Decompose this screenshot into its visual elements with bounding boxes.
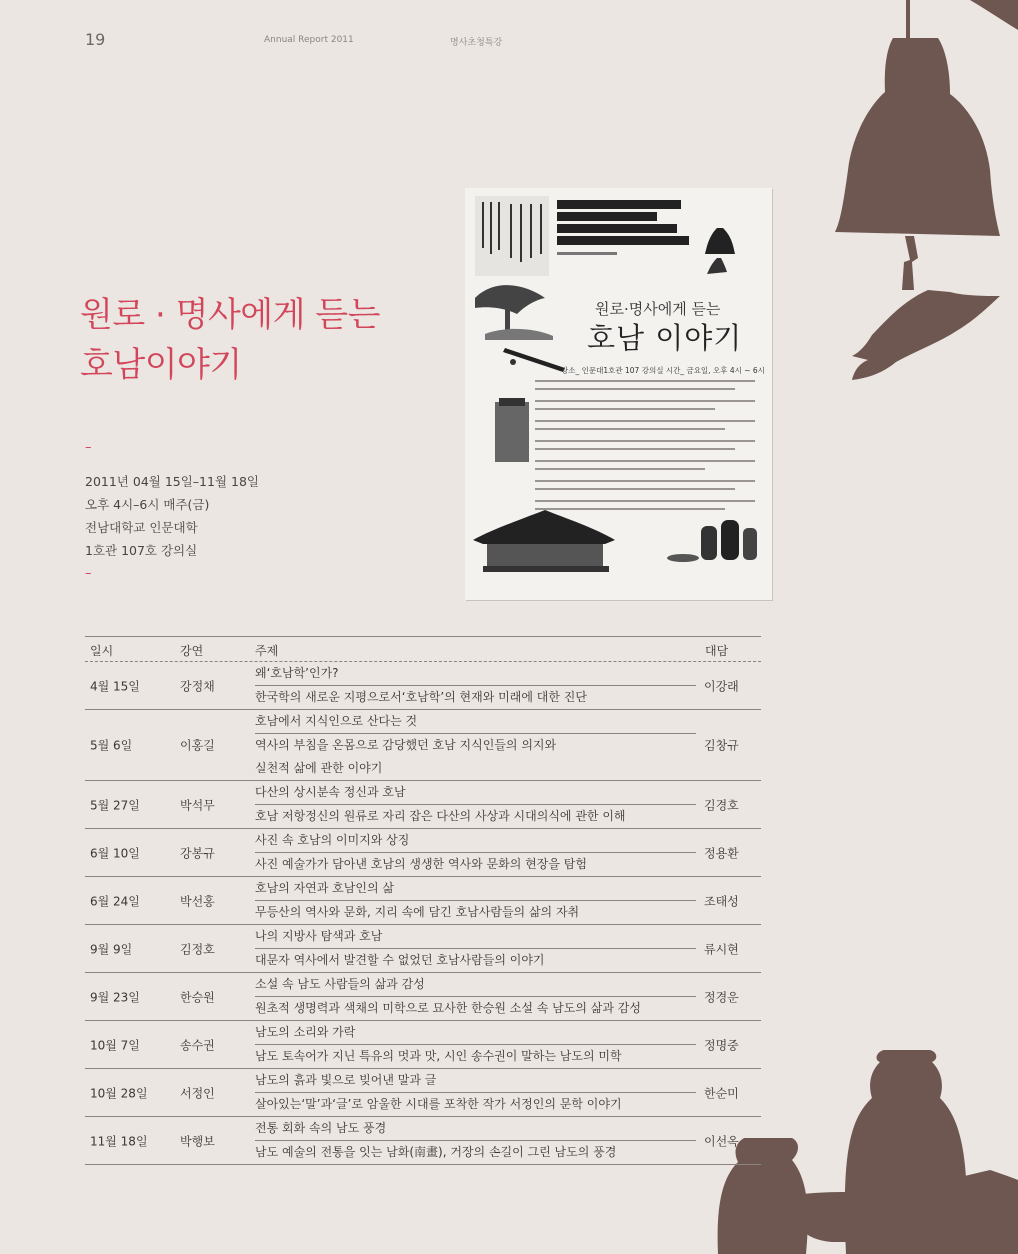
topic-detail: 한국학의 새로운 지평으로서‘호남학’의 현재와 미래에 대한 진단 — [255, 690, 587, 704]
row-host: 정경운 — [704, 990, 739, 1004]
row-topic — [255, 877, 696, 924]
row-lecturer: 강봉규 — [180, 846, 215, 860]
row-host: 김창규 — [704, 738, 739, 753]
header-topic: 주제 — [255, 644, 279, 658]
topic-main: 나의 지방사 탐색과 호남 — [255, 925, 696, 949]
table-row — [85, 781, 761, 829]
running-title: Annual Report 2011 — [264, 35, 354, 45]
row-topic — [255, 781, 696, 828]
table-row — [85, 1021, 761, 1069]
row-date: 5월 27일 — [90, 798, 140, 812]
row-lecturer: 송수권 — [180, 1038, 215, 1052]
row-lecturer: 박행보 — [180, 1134, 215, 1148]
event-venue: 전남대학교 인문대학 — [85, 520, 198, 535]
row-date: 10월 28일 — [90, 1086, 148, 1100]
topic-main: 남도의 소리와 가락 — [255, 1021, 696, 1045]
topic-detail: 호남 저항정신의 원류로 자리 잡은 다산의 사상과 시대의식에 관한 이해 — [255, 809, 626, 823]
section-title: 명사초청특강 — [450, 38, 503, 48]
topic-detail: 실천적 삶에 관한 이야기 — [255, 761, 383, 775]
topic-main: 전통 회화 속의 남도 풍경 — [255, 1117, 696, 1141]
row-host: 류시현 — [704, 942, 739, 956]
row-topic — [255, 973, 696, 1020]
table-row — [85, 1069, 761, 1117]
poster-title-large: 호남 이야기 — [587, 321, 743, 355]
dash-top: – — [85, 440, 92, 455]
table-header — [85, 636, 761, 662]
corner-shape — [970, 0, 1018, 30]
table-row — [85, 662, 761, 710]
bell-cord — [906, 0, 910, 38]
topic-main: 호남의 자연과 호남인의 삶 — [255, 877, 696, 901]
topic-detail: 살아있는‘말’과‘글’로 암울한 시대를 포착한 작가 서정인의 문학 이야기 — [255, 1097, 622, 1111]
topic-main: 소설 속 남도 사람들의 삶과 감성 — [255, 973, 696, 997]
table-row — [85, 877, 761, 925]
topic-detail: 남도 예술의 전통을 잇는 남화(南畫), 거장의 손길이 그린 남도의 풍경 — [255, 1145, 617, 1159]
table-body — [85, 662, 761, 1165]
row-host: 이선옥 — [704, 1134, 739, 1148]
header-date: 일시 — [90, 644, 114, 658]
page-number: 19 — [85, 30, 106, 49]
event-time: 오후 4시–6시 매주(금) — [85, 497, 210, 512]
row-topic — [255, 710, 696, 780]
topic-detail: 사진 예술가가 담아낸 호남의 생생한 역사와 문화의 현장을 탐험 — [255, 857, 587, 871]
dash-bottom: – — [85, 566, 92, 581]
bell-clapper — [902, 236, 918, 290]
topic-detail: 대문자 역사에서 발견할 수 없었던 호남사람들의 이야기 — [255, 953, 545, 967]
row-date: 4월 15일 — [90, 679, 140, 693]
title-line-1: 원로 · 명사에게 듣는 — [80, 295, 380, 335]
row-date: 9월 9일 — [90, 942, 133, 956]
poster-art — [465, 188, 772, 600]
topic-main: 왜‘호남학’인가? — [255, 662, 696, 686]
row-lecturer: 박석무 — [180, 798, 215, 812]
row-lecturer: 서정인 — [180, 1086, 215, 1100]
row-host: 정용환 — [704, 846, 739, 860]
table-row — [85, 710, 761, 781]
event-poster — [465, 188, 772, 600]
event-room: 1호관 107호 강의실 — [85, 543, 198, 558]
poster-info-line: 장소_ 인문대1호관 107 강의실 시간_ 금요일, 오후 4시 ~ 6시 — [561, 366, 765, 375]
row-date: 11월 18일 — [90, 1134, 148, 1148]
row-date: 10월 7일 — [90, 1038, 140, 1052]
row-topic — [255, 829, 696, 876]
topic-main: 사진 속 호남의 이미지와 상징 — [255, 829, 696, 853]
event-dates: 2011년 04월 15일–11월 18일 — [85, 474, 259, 489]
row-topic — [255, 1117, 696, 1164]
topic-main: 남도의 흙과 빛으로 빚어낸 말과 글 — [255, 1069, 696, 1093]
row-host: 한순미 — [704, 1086, 739, 1100]
bell-icon — [835, 38, 1000, 236]
row-lecturer: 박선홍 — [180, 894, 215, 908]
bowl-rim — [790, 1192, 898, 1204]
row-host: 조태성 — [704, 894, 739, 908]
row-host: 이강래 — [704, 679, 739, 693]
table-row — [85, 973, 761, 1021]
header-lecturer: 강연 — [180, 644, 204, 658]
row-topic — [255, 1021, 696, 1068]
row-host: 김경호 — [704, 798, 739, 812]
row-topic — [255, 1069, 696, 1116]
topic-detail: 원초적 생명력과 색채의 미학으로 묘사한 한승원 소설 속 남도의 삶과 감성 — [255, 1001, 641, 1015]
row-lecturer: 한승원 — [180, 990, 215, 1004]
row-lecturer: 강정채 — [180, 679, 215, 693]
table-row — [85, 925, 761, 973]
topic-detail: 역사의 부침을 온몸으로 감당했던 호남 지식인들의 의지와 — [255, 738, 557, 752]
fish-icon — [852, 290, 1000, 380]
row-lecturer: 이홍길 — [180, 738, 215, 753]
row-topic — [255, 662, 696, 709]
row-date: 9월 23일 — [90, 990, 140, 1004]
row-date: 6월 10일 — [90, 846, 140, 860]
poster-title-small: 원로·명사에게 듣는 — [595, 300, 721, 318]
topic-main: 호남에서 지식인으로 산다는 것 — [255, 710, 696, 734]
table-row — [85, 1117, 761, 1165]
title-line-2: 호남이야기 — [80, 345, 242, 385]
row-date: 5월 6일 — [90, 738, 133, 753]
page-title — [80, 290, 380, 390]
header-host: 대담 — [705, 644, 729, 658]
topic-detail: 무등산의 역사와 문화, 지리 속에 담긴 호남사람들의 삶의 자취 — [255, 905, 580, 919]
row-lecturer: 김정호 — [180, 942, 215, 956]
event-info — [85, 470, 259, 562]
schedule-table — [85, 636, 761, 1165]
topic-main: 다산의 상시분속 정신과 호남 — [255, 781, 696, 805]
topic-detail: 남도 토속어가 지닌 특유의 멋과 맛, 시인 송수권이 말하는 남도의 미학 — [255, 1049, 622, 1063]
row-date: 6월 24일 — [90, 894, 140, 908]
row-topic — [255, 925, 696, 972]
table-row — [85, 829, 761, 877]
row-host: 정명중 — [704, 1038, 739, 1052]
